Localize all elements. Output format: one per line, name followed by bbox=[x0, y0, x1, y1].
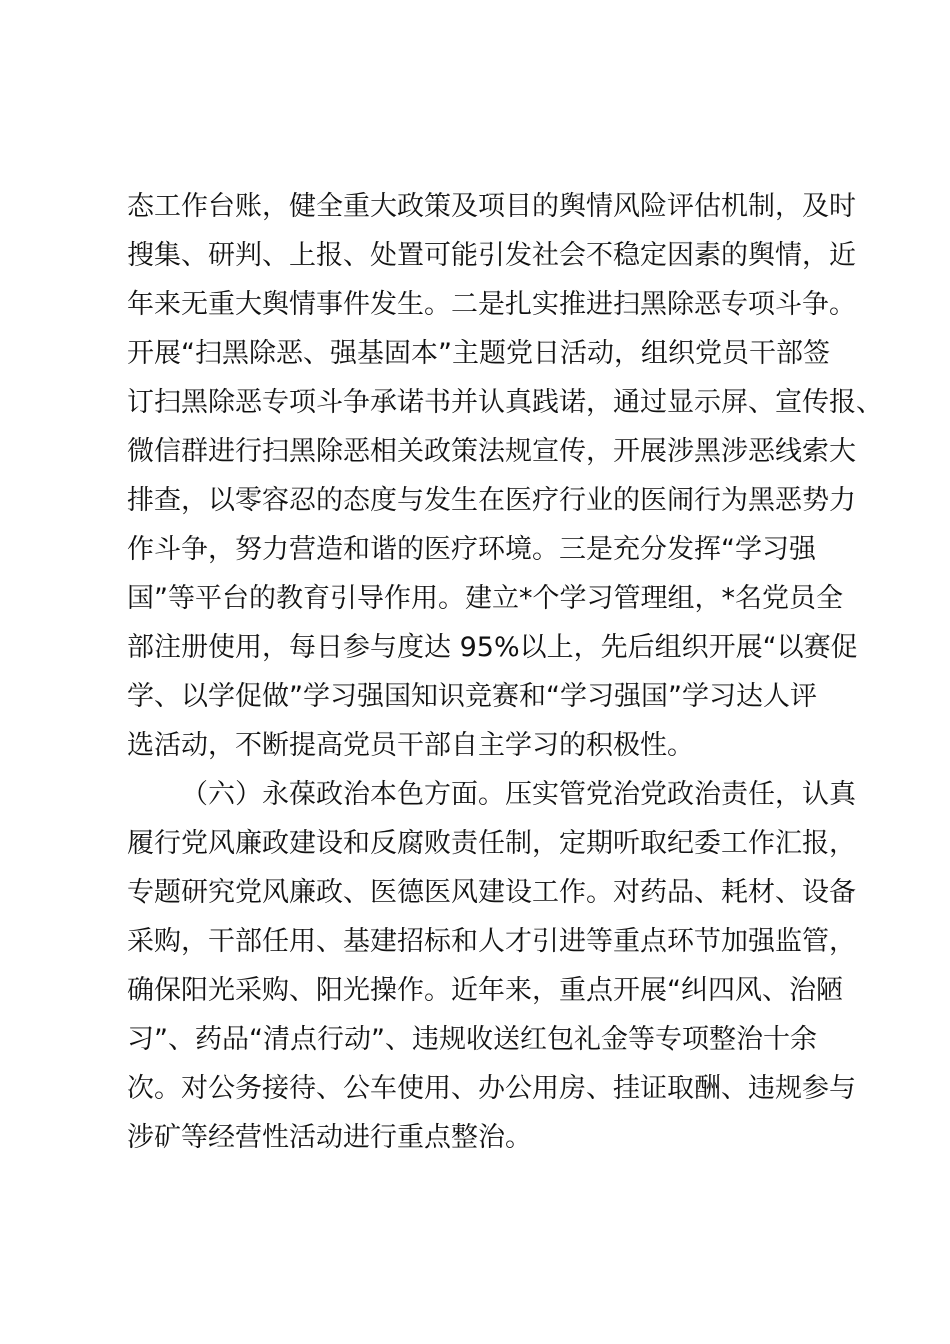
text-line: 次。对公务接待、公车使用、办公用房、挂证取酬、违规参与 bbox=[127, 1073, 856, 1104]
text-line: 订扫黑除恶专项斗争承诺书并认真践诺，通过显示屏、宣传报、 bbox=[127, 387, 883, 418]
text-line: 习”、药品“清点行动”、违规收送红包礼金等专项整治十余 bbox=[127, 1024, 817, 1055]
text-line: 排查，以零容忍的态度与发生在医疗行业的医闹行为黑恶势力 bbox=[127, 485, 856, 516]
text-line: 年来无重大舆情事件发生。二是扎实推进扫黑除恶专项斗争。 bbox=[127, 289, 856, 320]
text-line: 搜集、研判、上报、处置可能引发社会不稳定因素的舆情，近 bbox=[127, 240, 856, 271]
text-line: 作斗争，努力营造和谐的医疗环境。三是充分发挥“学习强 bbox=[127, 534, 816, 565]
paragraph-1 bbox=[127, 182, 883, 770]
text-line: 采购，干部任用、基建招标和人才引进等重点环节加强监管， bbox=[127, 926, 856, 957]
text-line: 学、以学促做”学习强国知识竞赛和“学习强国”学习达人评 bbox=[127, 681, 817, 712]
paragraph-2 bbox=[127, 770, 856, 1162]
text-line: 部注册使用，每日参与度达 95%以上，先后组织开展“以赛促 bbox=[127, 632, 858, 663]
text-line: 态工作台账，健全重大政策及项目的舆情风险评估机制，及时 bbox=[127, 191, 856, 222]
text-line: 履行党风廉政建设和反腐败责任制，定期听取纪委工作汇报， bbox=[127, 828, 856, 859]
text-line: 国”等平台的教育引导作用。建立*个学习管理组，*名党员全 bbox=[127, 583, 843, 614]
text-line: 开展“扫黑除恶、强基固本”主题党日活动，组织党员干部签 bbox=[127, 338, 830, 369]
body-text bbox=[127, 182, 883, 1162]
text-line: 确保阳光采购、阳光操作。近年来，重点开展“纠四风、治陋 bbox=[127, 975, 843, 1006]
text-line: 选活动，不断提高党员干部自主学习的积极性。 bbox=[127, 730, 694, 761]
text-line: 专题研究党风廉政、医德医风建设工作。对药品、耗材、设备 bbox=[127, 877, 856, 908]
text-line: 微信群进行扫黑除恶相关政策法规宣传，开展涉黑涉恶线索大 bbox=[127, 436, 856, 467]
section-heading-line: （六）永葆政治本色方面。压实管党治党政治责任，认真 bbox=[181, 779, 856, 810]
text-line: 涉矿等经营性活动进行重点整治。 bbox=[127, 1122, 532, 1153]
